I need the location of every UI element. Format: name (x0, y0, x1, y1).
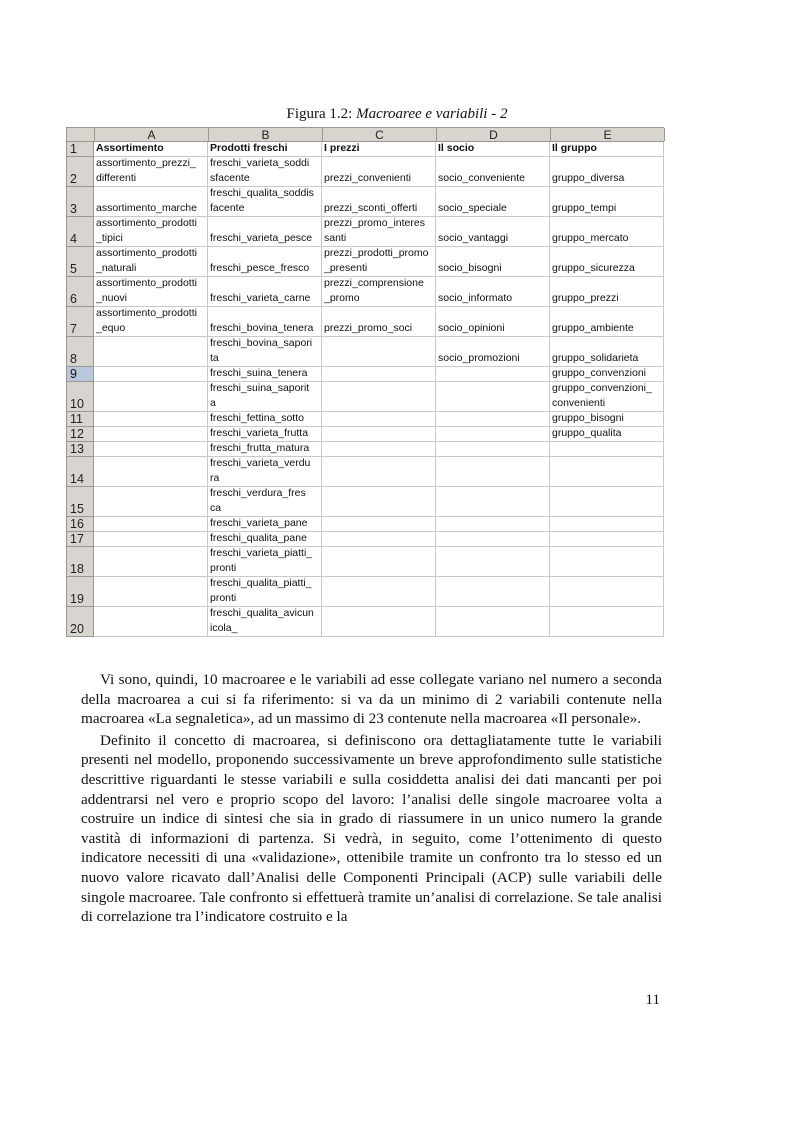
page-number: 11 (645, 992, 660, 1008)
table-row (66, 382, 664, 412)
row-number: 12 (66, 427, 94, 442)
paragraph: Definito il concetto di macroarea, si definiscono ora dettagliatamente tutte le variabili presenti nel modello, proponendo successivamente un breve approfondimento sulle statistiche descrittive riguardanti le stesse variabili e sulla cosiddetta analisi dei dati mancanti per poi addentrarsi nel vero e proprio scopo del lavoro: l’analisi delle singole macroaree volta a costruire un indice di sintesi che sia in grado di riassumere in un unico numero la grande vastità di informazioni di partenza. Si vedrà, in seguito, come l’ottenimento di questo indicatore necessiti di una «validazione», ottenibile tramite un confronto tra lo stesso ed un nuovo valore ricavato dall’Analisi delle Componenti Principali (ACP) sulle variabili delle singole macroaree. Tale confronto si effettuerà tramite un’analisi di correlazione. Se tale analisi di correlazione tra l’indicatore costruito e la (81, 731, 662, 926)
cell-c (322, 442, 436, 456)
cell-a (94, 367, 208, 381)
cell-d (436, 427, 550, 441)
row-number: 15 (66, 487, 94, 517)
column-header-a: A (95, 128, 209, 141)
table-row (66, 307, 664, 337)
cell-c (322, 337, 436, 366)
row-number: 19 (66, 577, 94, 607)
row-number: 8 (66, 337, 94, 367)
cell-b: freschi_verdura_fres ca (208, 487, 322, 516)
cell-a (94, 337, 208, 366)
row-number: 10 (66, 382, 94, 412)
cell-a (94, 382, 208, 411)
cell-a (94, 457, 208, 486)
cell-e: gruppo_prezzi (550, 277, 664, 306)
cell-b: freschi_pesce_fresco (208, 247, 322, 276)
cell-c (322, 547, 436, 576)
cell-c (322, 427, 436, 441)
table-row (66, 142, 664, 157)
cell-a (94, 577, 208, 606)
cell-c (322, 367, 436, 381)
row-number: 5 (66, 247, 94, 277)
cell-e: gruppo_sicurezza (550, 247, 664, 276)
cell-a (94, 547, 208, 576)
cell-b: freschi_suina_saporit a (208, 382, 322, 411)
cell-e (550, 607, 664, 636)
cell-d: socio_speciale (436, 187, 550, 216)
cell-c (322, 577, 436, 606)
cell-e (550, 532, 664, 546)
cell-c: I prezzi (322, 142, 436, 156)
table-row (66, 217, 664, 247)
cell-e: gruppo_tempi (550, 187, 664, 216)
row-number: 9 (66, 367, 94, 382)
table-row (66, 442, 664, 457)
cell-b: freschi_bovina_sapori ta (208, 337, 322, 366)
body-text (81, 670, 662, 927)
table-row (66, 337, 664, 367)
cell-b: freschi_frutta_matura (208, 442, 322, 456)
cell-e: gruppo_bisogni (550, 412, 664, 426)
table-row (66, 487, 664, 517)
cell-e: gruppo_convenzioni_ convenienti (550, 382, 664, 411)
cell-a: assortimento_prezzi_ differenti (94, 157, 208, 186)
table-row (66, 532, 664, 547)
row-number: 14 (66, 457, 94, 487)
cell-d (436, 382, 550, 411)
cell-d: socio_bisogni (436, 247, 550, 276)
table-row (66, 457, 664, 487)
table-row (66, 367, 664, 382)
cell-d: socio_informato (436, 277, 550, 306)
cell-a (94, 532, 208, 546)
table-row (66, 157, 664, 187)
cell-e (550, 442, 664, 456)
cell-a (94, 487, 208, 516)
cell-b: freschi_fettina_sotto (208, 412, 322, 426)
cell-d (436, 457, 550, 486)
column-header-c: C (323, 128, 437, 141)
cell-b: freschi_qualita_avicun icola_ (208, 607, 322, 636)
column-header-row (66, 127, 664, 142)
cell-d: socio_opinioni (436, 307, 550, 336)
cell-c: prezzi_promo_interes santi (322, 217, 436, 246)
cell-b: freschi_varieta_soddi sfacente (208, 157, 322, 186)
cell-e: gruppo_diversa (550, 157, 664, 186)
table-row (66, 577, 664, 607)
cell-e: Il gruppo (550, 142, 664, 156)
cell-c: prezzi_sconti_offerti (322, 187, 436, 216)
cell-a (94, 442, 208, 456)
cell-a: Assortimento (94, 142, 208, 156)
cell-a (94, 412, 208, 426)
figure-label: Figura 1.2: (286, 106, 357, 122)
cell-d (436, 442, 550, 456)
column-header-d: D (437, 128, 551, 141)
cell-d (436, 517, 550, 531)
cell-d (436, 607, 550, 636)
table-row (66, 547, 664, 577)
cell-a: assortimento_prodotti _equo (94, 307, 208, 336)
cell-d (436, 487, 550, 516)
row-number: 7 (66, 307, 94, 337)
row-number: 2 (66, 157, 94, 187)
cell-b: freschi_varieta_piatti_ pronti (208, 547, 322, 576)
cell-c (322, 517, 436, 531)
cell-e: gruppo_mercato (550, 217, 664, 246)
cell-c (322, 607, 436, 636)
row-number: 1 (66, 142, 94, 157)
cell-c (322, 487, 436, 516)
row-number: 3 (66, 187, 94, 217)
paragraph: Vi sono, quindi, 10 macroaree e le variabili ad esse collegate variano nel numero a seconda della macroarea a cui si fa riferimento: si va da un minimo di 2 variabili contenute nella macroarea «La segnaletica», ad un massimo di 23 contenute nella macroarea «Il personale». (81, 671, 662, 728)
cell-c (322, 412, 436, 426)
cell-a (94, 427, 208, 441)
cell-d (436, 367, 550, 381)
corner-cell (67, 128, 95, 141)
row-number: 11 (66, 412, 94, 427)
cell-b: freschi_varieta_pesce (208, 217, 322, 246)
cell-e (550, 577, 664, 606)
cell-c: prezzi_promo_soci (322, 307, 436, 336)
cell-d: socio_vantaggi (436, 217, 550, 246)
cell-b: freschi_varieta_verdu ra (208, 457, 322, 486)
row-number: 20 (66, 607, 94, 637)
cell-b: freschi_varieta_pane (208, 517, 322, 531)
cell-e: gruppo_convenzioni (550, 367, 664, 381)
cell-d (436, 577, 550, 606)
cell-a (94, 607, 208, 636)
row-number: 16 (66, 517, 94, 532)
row-number: 13 (66, 442, 94, 457)
sheet-rows (66, 142, 664, 637)
row-number: 6 (66, 277, 94, 307)
spreadsheet-figure (66, 127, 664, 637)
cell-d: Il socio (436, 142, 550, 156)
cell-e: gruppo_qualita (550, 427, 664, 441)
cell-a: assortimento_marche (94, 187, 208, 216)
row-number: 17 (66, 532, 94, 547)
table-row (66, 427, 664, 442)
table-row (66, 277, 664, 307)
cell-c: prezzi_prodotti_promo _presenti (322, 247, 436, 276)
cell-c: prezzi_comprensione _promo (322, 277, 436, 306)
cell-d: socio_promozioni (436, 337, 550, 366)
cell-d: socio_conveniente (436, 157, 550, 186)
table-row (66, 247, 664, 277)
cell-d (436, 547, 550, 576)
cell-e (550, 487, 664, 516)
column-header-e: E (551, 128, 665, 141)
cell-b: freschi_varieta_carne (208, 277, 322, 306)
table-row (66, 187, 664, 217)
cell-b: freschi_varieta_frutta (208, 427, 322, 441)
cell-a: assortimento_prodotti _tipici (94, 217, 208, 246)
cell-b: freschi_qualita_piatti_ pronti (208, 577, 322, 606)
row-number: 4 (66, 217, 94, 247)
cell-b: freschi_suina_tenera (208, 367, 322, 381)
row-number: 18 (66, 547, 94, 577)
figure-caption (0, 106, 794, 123)
cell-b: freschi_qualita_pane (208, 532, 322, 546)
cell-b: freschi_qualita_soddis facente (208, 187, 322, 216)
cell-c: prezzi_convenienti (322, 157, 436, 186)
cell-e (550, 517, 664, 531)
cell-a: assortimento_prodotti _nuovi (94, 277, 208, 306)
cell-d (436, 532, 550, 546)
cell-e (550, 457, 664, 486)
cell-c (322, 532, 436, 546)
cell-b: Prodotti freschi (208, 142, 322, 156)
cell-c (322, 457, 436, 486)
table-row (66, 517, 664, 532)
cell-a (94, 517, 208, 531)
cell-e: gruppo_ambiente (550, 307, 664, 336)
table-row (66, 412, 664, 427)
cell-d (436, 412, 550, 426)
table-row (66, 607, 664, 637)
cell-e: gruppo_solidarieta (550, 337, 664, 366)
cell-b: freschi_bovina_tenera (208, 307, 322, 336)
cell-e (550, 547, 664, 576)
cell-a: assortimento_prodotti _naturali (94, 247, 208, 276)
column-header-b: B (209, 128, 323, 141)
figure-title: Macroaree e variabili - 2 (356, 106, 508, 122)
cell-c (322, 382, 436, 411)
